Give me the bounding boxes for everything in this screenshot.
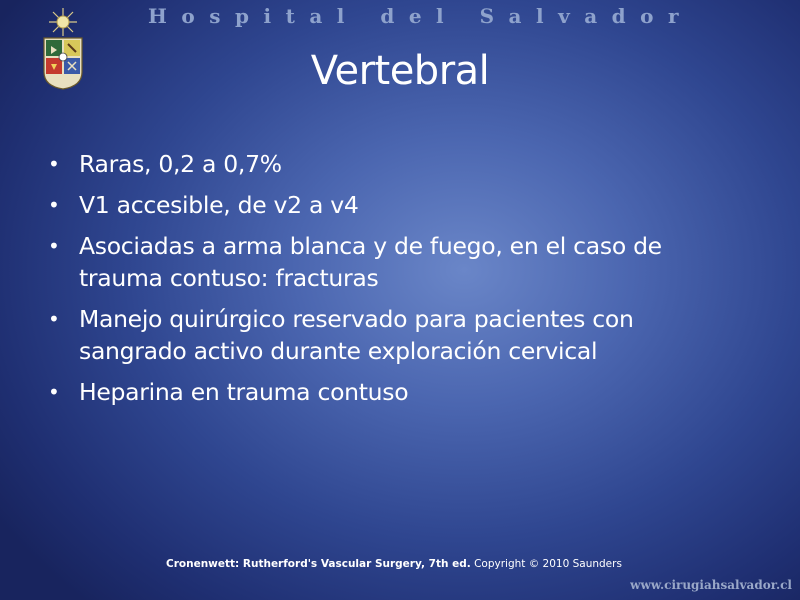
citation-source: Cronenwett: Rutherford's Vascular Surgery, 7th ed.: [166, 558, 471, 570]
hospital-name-header: Hospital del Salvador: [148, 4, 694, 28]
bullet-text: Asociadas a arma blanca y de fuego, en el caso de trauma contuso: fracturas: [79, 232, 662, 292]
bullet-list: [46, 148, 746, 417]
bullet-dot-icon: •: [48, 307, 60, 331]
bullet-text: Heparina en trauma contuso: [79, 378, 409, 406]
bullet-item: [46, 376, 746, 408]
bullet-text: Manejo quirúrgico reservado para pacientes con sangrado activo durante exploración cervical: [79, 305, 634, 365]
bullet-item: [46, 148, 746, 180]
bullet-text: Raras, 0,2 a 0,7%: [79, 150, 282, 178]
citation-copyright: Copyright © 2010 Saunders: [470, 558, 622, 570]
bullet-dot-icon: •: [48, 152, 60, 176]
citation: [166, 558, 622, 570]
bullet-dot-icon: •: [48, 380, 60, 404]
bullet-dot-icon: •: [48, 193, 60, 217]
bullet-item: [46, 189, 746, 221]
bullet-item: [46, 230, 746, 294]
bullet-text: V1 accesible, de v2 a v4: [79, 191, 359, 219]
bullet-item: [46, 303, 746, 367]
website-url: www.cirugiahsalvador.cl: [630, 578, 792, 592]
bullet-dot-icon: •: [48, 234, 60, 258]
slide-title: Vertebral: [310, 48, 490, 94]
